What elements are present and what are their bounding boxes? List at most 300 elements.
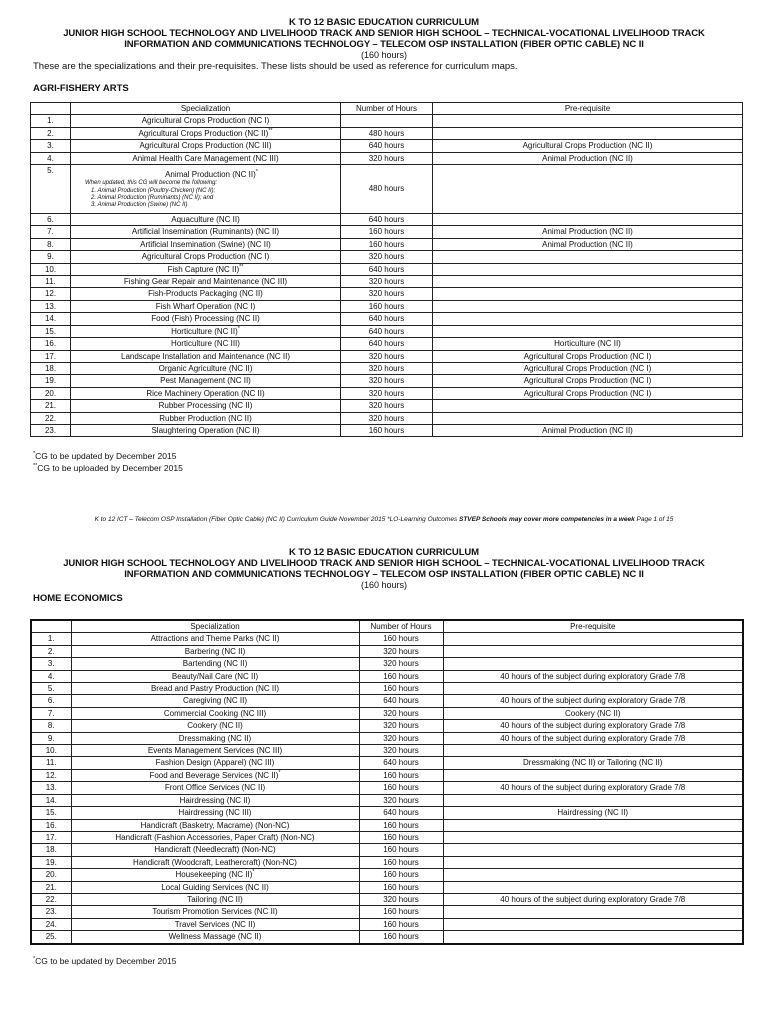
row-hours: 640 hours bbox=[341, 325, 433, 337]
spec-text: Tailoring (NC II) bbox=[187, 894, 243, 904]
row-number: 16. bbox=[31, 819, 71, 831]
home-table-body bbox=[31, 633, 743, 944]
table-row bbox=[31, 288, 743, 300]
spec-text: Travel Services (NC II) bbox=[174, 919, 256, 929]
row-hours: 320 hours bbox=[359, 745, 443, 757]
row-number: 2. bbox=[31, 645, 71, 657]
row-hours: 160 hours bbox=[341, 238, 433, 250]
row-specialization bbox=[71, 276, 341, 288]
row-specialization bbox=[71, 140, 341, 152]
row-specialization bbox=[71, 769, 359, 781]
row-prerequisite: Agricultural Crops Production (NC I) bbox=[433, 375, 743, 387]
row-specialization bbox=[71, 831, 359, 843]
row-number: 20. bbox=[31, 869, 71, 881]
row-number: 7. bbox=[31, 226, 71, 238]
row-hours: 160 hours bbox=[359, 844, 443, 856]
row-hours: 160 hours bbox=[359, 782, 443, 794]
table-row bbox=[31, 127, 743, 139]
row-hours: 160 hours bbox=[359, 633, 443, 645]
row-number: 25. bbox=[31, 931, 71, 944]
row-prerequisite: 40 hours of the subject during exploratory Grade 7/8 bbox=[443, 893, 743, 905]
page-2 bbox=[0, 530, 768, 966]
spec-text: Local Guiding Services (NC II) bbox=[161, 882, 269, 892]
spec-text: Fish Capture (NC II) bbox=[167, 264, 240, 274]
table-row bbox=[31, 313, 743, 325]
row-hours: 320 hours bbox=[341, 288, 433, 300]
table-row bbox=[31, 362, 743, 374]
table-row bbox=[31, 794, 743, 806]
spec-text: Slaughtering Operation (NC II) bbox=[151, 425, 260, 435]
spec-text: Tourism Promotion Services (NC II) bbox=[152, 907, 278, 917]
row-prerequisite: Agricultural Crops Production (NC I) bbox=[433, 387, 743, 399]
row-prerequisite bbox=[433, 300, 743, 312]
row-specialization bbox=[71, 906, 359, 918]
row-hours: 320 hours bbox=[359, 893, 443, 905]
row-number: 8. bbox=[31, 720, 71, 732]
row-specialization bbox=[71, 325, 341, 337]
spec-note-item: 2. Animal Production (Ruminants) (NC II); and bbox=[91, 194, 214, 201]
table-row bbox=[31, 695, 743, 707]
home-table bbox=[30, 619, 744, 945]
spec-text: Barbering (NC II) bbox=[184, 646, 246, 656]
spec-note: When updated, this CG will become the following: bbox=[85, 180, 218, 187]
table-row bbox=[31, 251, 743, 263]
spec-text: Handicraft (Basketry, Macrame) (Non-NC) bbox=[140, 820, 290, 830]
row-hours: 320 hours bbox=[341, 276, 433, 288]
row-specialization bbox=[71, 362, 341, 374]
section-title-agri: AGRI-FISHERY ARTS bbox=[33, 83, 129, 94]
row-specialization bbox=[71, 387, 341, 399]
row-specialization bbox=[71, 695, 359, 707]
row-hours: 160 hours bbox=[341, 300, 433, 312]
table-row bbox=[31, 400, 743, 412]
row-hours: 160 hours bbox=[359, 906, 443, 918]
table-row bbox=[31, 707, 743, 719]
footer-text: K to 12 ICT – Telecom OSP Installation (Fiber Optic Cable) (NC II) Curriculum Guide November 2015 *LO-Learning Outcomes bbox=[94, 516, 459, 523]
row-number: 17. bbox=[31, 350, 71, 362]
row-number: 3. bbox=[31, 140, 71, 152]
row-specialization bbox=[71, 214, 341, 226]
spec-text: Fashion Design (Apparel) (NC III) bbox=[155, 758, 275, 768]
row-prerequisite bbox=[433, 276, 743, 288]
row-number: 3. bbox=[31, 658, 71, 670]
row-number: 10. bbox=[31, 745, 71, 757]
spec-text: Artificial Insemination (Ruminants) (NC II) bbox=[131, 227, 280, 237]
row-hours: 320 hours bbox=[341, 387, 433, 399]
row-number: 7. bbox=[31, 707, 71, 719]
row-specialization bbox=[71, 165, 341, 214]
row-specialization bbox=[71, 313, 341, 325]
spec-text: Dressmaking (NC II) bbox=[178, 733, 252, 743]
page-footer bbox=[0, 516, 768, 523]
table-row bbox=[31, 412, 743, 424]
table-row bbox=[31, 645, 743, 657]
spec-text: Organic Agriculture (NC II) bbox=[158, 363, 253, 373]
spec-text: Handicraft (Needlecraft) (Non-NC) bbox=[154, 845, 276, 855]
row-number: 16. bbox=[31, 338, 71, 350]
spec-text: Landscape Installation and Maintenance (NC II) bbox=[121, 351, 290, 361]
spec-text: Housekeeping (NC II) bbox=[175, 870, 253, 880]
table-row bbox=[31, 300, 743, 312]
row-number: 10. bbox=[31, 263, 71, 275]
row-prerequisite bbox=[443, 844, 743, 856]
row-specialization bbox=[71, 931, 359, 944]
table-row bbox=[31, 831, 743, 843]
row-prerequisite: Animal Production (NC II) bbox=[433, 226, 743, 238]
spec-text: Agricultural Crops Production (NC II) bbox=[138, 128, 269, 138]
row-number: 4. bbox=[31, 670, 71, 682]
row-number: 14. bbox=[31, 313, 71, 325]
row-specialization bbox=[71, 893, 359, 905]
row-number: 22. bbox=[31, 412, 71, 424]
row-prerequisite: Horticulture (NC II) bbox=[433, 338, 743, 350]
spec-text: Fishing Gear Repair and Maintenance (NC III) bbox=[123, 277, 288, 287]
row-hours: 320 hours bbox=[359, 645, 443, 657]
row-specialization bbox=[71, 670, 359, 682]
row-number: 19. bbox=[31, 375, 71, 387]
row-hours: 320 hours bbox=[359, 720, 443, 732]
row-hours: 160 hours bbox=[359, 931, 443, 944]
row-specialization bbox=[71, 375, 341, 387]
home-footnote-1 bbox=[33, 956, 176, 967]
row-number: 18. bbox=[31, 844, 71, 856]
row-hours: 640 hours bbox=[341, 140, 433, 152]
table-row bbox=[31, 869, 743, 881]
row-prerequisite bbox=[443, 794, 743, 806]
table-row bbox=[31, 720, 743, 732]
agri-footnote-1 bbox=[33, 451, 176, 462]
row-specialization bbox=[71, 338, 341, 350]
row-specialization bbox=[71, 869, 359, 881]
row-number: 1. bbox=[31, 115, 71, 127]
row-prerequisite bbox=[443, 831, 743, 843]
row-specialization bbox=[71, 794, 359, 806]
row-prerequisite bbox=[443, 819, 743, 831]
row-prerequisite bbox=[443, 856, 743, 868]
footer-bold-note: STVEP Schools may cover more competencies in a week bbox=[459, 516, 635, 523]
row-prerequisite: 40 hours of the subject during exploratory Grade 7/8 bbox=[443, 670, 743, 682]
spec-text: Hairdressing (NC II) bbox=[179, 795, 251, 805]
header-hours: (160 hours) bbox=[360, 580, 408, 590]
spec-text: Horticulture (NC III) bbox=[171, 339, 240, 349]
row-hours: 320 hours bbox=[341, 400, 433, 412]
row-hours: 320 hours bbox=[341, 350, 433, 362]
spec-text: Handicraft (Woodcraft, Leathercraft) (Non-NC) bbox=[133, 857, 297, 867]
spec-superscript: * bbox=[278, 769, 281, 776]
row-prerequisite bbox=[443, 881, 743, 893]
table-row bbox=[31, 375, 743, 387]
table-row-expanded bbox=[31, 165, 743, 214]
row-prerequisite: Agricultural Crops Production (NC II) bbox=[433, 140, 743, 152]
row-specialization bbox=[71, 350, 341, 362]
row-prerequisite bbox=[433, 325, 743, 337]
row-specialization bbox=[71, 127, 341, 139]
spec-text: Rubber Processing (NC II) bbox=[158, 401, 253, 411]
row-specialization bbox=[71, 424, 341, 436]
spec-text-main: Animal Production (NC II) bbox=[165, 169, 256, 179]
row-number: 5. bbox=[31, 683, 71, 695]
table-row bbox=[31, 881, 743, 893]
table-row bbox=[31, 807, 743, 819]
row-hours: 160 hours bbox=[359, 819, 443, 831]
row-hours: 160 hours bbox=[359, 869, 443, 881]
row-prerequisite bbox=[433, 165, 743, 214]
table-row bbox=[31, 782, 743, 794]
row-hours: 320 hours bbox=[341, 251, 433, 263]
row-prerequisite bbox=[433, 251, 743, 263]
row-prerequisite: 40 hours of the subject during exploratory Grade 7/8 bbox=[443, 782, 743, 794]
row-prerequisite bbox=[443, 918, 743, 930]
row-prerequisite: 40 hours of the subject during exploratory Grade 7/8 bbox=[443, 695, 743, 707]
row-prerequisite: Cookery (NC II) bbox=[443, 707, 743, 719]
spec-text: Food (Fish) Processing (NC II) bbox=[151, 314, 260, 324]
row-prerequisite bbox=[443, 683, 743, 695]
row-number: 11. bbox=[31, 276, 71, 288]
row-specialization bbox=[71, 400, 341, 412]
row-number: 12. bbox=[31, 769, 71, 781]
spec-note-item: 3. Animal Production (Swine) (NC II) bbox=[91, 201, 188, 208]
spec-text: Aquaculture (NC II) bbox=[171, 215, 240, 225]
col-header-spec: Specialization bbox=[71, 620, 359, 633]
row-specialization bbox=[71, 782, 359, 794]
row-specialization bbox=[71, 707, 359, 719]
row-prerequisite bbox=[443, 633, 743, 645]
row-specialization bbox=[71, 300, 341, 312]
row-number: 13. bbox=[31, 782, 71, 794]
row-hours: 160 hours bbox=[359, 831, 443, 843]
row-prerequisite bbox=[443, 931, 743, 944]
row-number: 15. bbox=[31, 325, 71, 337]
table-row bbox=[31, 769, 743, 781]
spec-text: Animal Health Care Management (NC III) bbox=[132, 153, 279, 163]
footnote-mark: * bbox=[33, 956, 36, 962]
row-hours: 160 hours bbox=[359, 918, 443, 930]
row-hours: 320 hours bbox=[359, 732, 443, 744]
row-hours: 640 hours bbox=[341, 313, 433, 325]
footnote-text: CG to be uploaded by December 2015 bbox=[37, 463, 183, 473]
row-number: 19. bbox=[31, 856, 71, 868]
spec-text: Wellness Massage (NC II) bbox=[168, 932, 262, 942]
row-number: 6. bbox=[31, 214, 71, 226]
row-prerequisite bbox=[433, 400, 743, 412]
row-number: 22. bbox=[31, 893, 71, 905]
row-specialization bbox=[71, 757, 359, 769]
table-row bbox=[31, 140, 743, 152]
spec-superscript: * bbox=[255, 168, 258, 175]
col-header-prereq: Pre-requisite bbox=[433, 103, 743, 115]
table-row bbox=[31, 115, 743, 127]
row-number: 12. bbox=[31, 288, 71, 300]
spec-superscript: * bbox=[237, 325, 240, 332]
table-row bbox=[31, 350, 743, 362]
table-row bbox=[31, 338, 743, 350]
spec-superscript: ** bbox=[268, 127, 273, 134]
row-specialization bbox=[71, 918, 359, 930]
row-specialization bbox=[71, 819, 359, 831]
header-line-2: JUNIOR HIGH SCHOOL TECHNOLOGY AND LIVELIHOOD TRACK AND SENIOR HIGH SCHOOL – TECHNICAL-VOCATIONAL LIVELIHOOD TRACK bbox=[63, 558, 705, 569]
row-number: 11. bbox=[31, 757, 71, 769]
table-header-row bbox=[31, 620, 743, 633]
section-title-home: HOME ECONOMICS bbox=[33, 593, 123, 604]
row-prerequisite: 40 hours of the subject during exploratory Grade 7/8 bbox=[443, 732, 743, 744]
row-number: 15. bbox=[31, 807, 71, 819]
spec-text: Bartending (NC II) bbox=[182, 659, 248, 669]
table-row bbox=[31, 238, 743, 250]
spec-text: Handicraft (Fashion Accessories, Paper Craft) (Non-NC) bbox=[115, 832, 315, 842]
spec-text: Agricultural Crops Production (NC I) bbox=[141, 116, 270, 126]
table-row bbox=[31, 683, 743, 695]
row-number: 18. bbox=[31, 362, 71, 374]
spec-text: Pest Management (NC II) bbox=[160, 376, 251, 386]
row-hours: 160 hours bbox=[359, 670, 443, 682]
row-prerequisite bbox=[433, 412, 743, 424]
row-specialization bbox=[71, 288, 341, 300]
row-prerequisite: Animal Production (NC II) bbox=[433, 238, 743, 250]
row-hours: 640 hours bbox=[341, 214, 433, 226]
row-prerequisite bbox=[443, 645, 743, 657]
table-row bbox=[31, 633, 743, 645]
row-number: 21. bbox=[31, 881, 71, 893]
row-number: 14. bbox=[31, 794, 71, 806]
row-specialization bbox=[71, 263, 341, 275]
row-number: 13. bbox=[31, 300, 71, 312]
table-row bbox=[31, 658, 743, 670]
table-row bbox=[31, 844, 743, 856]
table-row bbox=[31, 931, 743, 944]
row-prerequisite: Dressmaking (NC II) or Tailoring (NC II) bbox=[443, 757, 743, 769]
agri-footnote-2 bbox=[33, 463, 183, 474]
table-row bbox=[31, 819, 743, 831]
col-header-prereq: Pre-requisite bbox=[443, 620, 743, 633]
spec-text: Attractions and Theme Parks (NC II) bbox=[150, 634, 280, 644]
spec-text: Fish Wharf Operation (NC I) bbox=[155, 301, 256, 311]
table-row bbox=[31, 670, 743, 682]
row-hours: 640 hours bbox=[359, 695, 443, 707]
header-hours: (160 hours) bbox=[360, 50, 408, 60]
table-row bbox=[31, 387, 743, 399]
row-prerequisite: Animal Production (NC II) bbox=[433, 152, 743, 164]
table-row bbox=[31, 152, 743, 164]
row-specialization bbox=[71, 115, 341, 127]
row-hours: 320 hours bbox=[341, 152, 433, 164]
row-hours: 480 hours bbox=[341, 165, 433, 214]
col-header-hours: Number of Hours bbox=[359, 620, 443, 633]
spec-text: Fish-Products Packaging (NC II) bbox=[148, 289, 263, 299]
row-specialization bbox=[71, 683, 359, 695]
spec-superscript: ** bbox=[239, 263, 244, 270]
spec-text: Front Office Services (NC II) bbox=[164, 783, 266, 793]
row-specialization bbox=[71, 633, 359, 645]
spec-text: Hairdressing (NC III) bbox=[178, 808, 252, 818]
footnote-text: CG to be updated by December 2015 bbox=[35, 956, 177, 966]
row-prerequisite bbox=[443, 745, 743, 757]
row-number: 21. bbox=[31, 400, 71, 412]
row-number: 9. bbox=[31, 251, 71, 263]
table-row bbox=[31, 276, 743, 288]
row-prerequisite bbox=[433, 313, 743, 325]
row-hours: 320 hours bbox=[341, 362, 433, 374]
row-hours: 160 hours bbox=[359, 769, 443, 781]
spec-text: Artificial Insemination (Swine) (NC II) bbox=[140, 239, 271, 249]
row-hours: 480 hours bbox=[341, 127, 433, 139]
table-row bbox=[31, 325, 743, 337]
spec-text: Beauty/Nail Care (NC II) bbox=[171, 671, 259, 681]
row-hours: 160 hours bbox=[359, 856, 443, 868]
row-prerequisite bbox=[433, 263, 743, 275]
table-row bbox=[31, 226, 743, 238]
row-specialization bbox=[71, 732, 359, 744]
row-prerequisite bbox=[443, 906, 743, 918]
row-hours: 320 hours bbox=[359, 658, 443, 670]
row-prerequisite bbox=[443, 658, 743, 670]
table-row bbox=[31, 745, 743, 757]
spec-text: Caregiving (NC II) bbox=[182, 696, 247, 706]
row-specialization bbox=[71, 807, 359, 819]
footer-page: Page 1 of 15 bbox=[634, 516, 674, 523]
row-prerequisite: 40 hours of the subject during exploratory Grade 7/8 bbox=[443, 720, 743, 732]
footnote-mark: ** bbox=[33, 463, 38, 469]
col-header-hours: Number of Hours bbox=[341, 103, 433, 115]
header-line-1: K TO 12 BASIC EDUCATION CURRICULUM bbox=[289, 547, 479, 558]
spec-text: Rice Machinery Operation (NC II) bbox=[146, 388, 265, 398]
spec-text: Events Management Services (NC III) bbox=[147, 746, 283, 756]
table-row bbox=[31, 263, 743, 275]
table-row bbox=[31, 424, 743, 436]
row-prerequisite: Agricultural Crops Production (NC I) bbox=[433, 362, 743, 374]
row-number: 2. bbox=[31, 127, 71, 139]
row-prerequisite bbox=[433, 127, 743, 139]
table-row bbox=[31, 906, 743, 918]
row-specialization bbox=[71, 658, 359, 670]
header-line-2: JUNIOR HIGH SCHOOL TECHNOLOGY AND LIVELIHOOD TRACK AND SENIOR HIGH SCHOOL – TECHNICAL-VOCATIONAL LIVELIHOOD TRACK bbox=[63, 28, 705, 39]
intro-text: These are the specializations and their pre-requisites. These lists should be used as reference for curriculum maps. bbox=[33, 61, 518, 72]
row-hours: 320 hours bbox=[359, 707, 443, 719]
table-row bbox=[31, 757, 743, 769]
row-number: 6. bbox=[31, 695, 71, 707]
row-number: 9. bbox=[31, 732, 71, 744]
header-line-3: INFORMATION AND COMMUNICATIONS TECHNOLOGY – TELECOM OSP INSTALLATION (FIBER OPTIC CABLE) NC II bbox=[124, 569, 644, 580]
row-number: 20. bbox=[31, 387, 71, 399]
spec-text: Agricultural Crops Production (NC I) bbox=[141, 252, 270, 262]
row-specialization bbox=[71, 251, 341, 263]
row-hours: 160 hours bbox=[359, 881, 443, 893]
row-specialization bbox=[71, 645, 359, 657]
row-number: 1. bbox=[31, 633, 71, 645]
row-hours: 320 hours bbox=[341, 375, 433, 387]
row-hours: 160 hours bbox=[359, 683, 443, 695]
spec-text: Agricultural Crops Production (NC III) bbox=[139, 141, 272, 151]
spec-text: Bread and Pastry Production (NC II) bbox=[150, 684, 280, 694]
row-specialization bbox=[71, 238, 341, 250]
row-number: 24. bbox=[31, 918, 71, 930]
row-hours: 160 hours bbox=[341, 424, 433, 436]
row-specialization bbox=[71, 844, 359, 856]
header-line-1: K TO 12 BASIC EDUCATION CURRICULUM bbox=[289, 17, 479, 28]
row-hours: 640 hours bbox=[341, 338, 433, 350]
table-row bbox=[31, 918, 743, 930]
header-line-3: INFORMATION AND COMMUNICATIONS TECHNOLOGY – TELECOM OSP INSTALLATION (FIBER OPTIC CABLE) NC II bbox=[124, 39, 644, 50]
row-prerequisite: Hairdressing (NC II) bbox=[443, 807, 743, 819]
row-hours: 320 hours bbox=[341, 412, 433, 424]
footnote-text: CG to be updated by December 2015 bbox=[35, 451, 177, 461]
agri-table-body bbox=[31, 115, 743, 437]
footnote-mark: * bbox=[33, 451, 36, 457]
col-header-number bbox=[31, 620, 71, 633]
spec-text: Cookery (NC II) bbox=[187, 721, 243, 731]
row-hours: 160 hours bbox=[341, 226, 433, 238]
row-prerequisite bbox=[433, 214, 743, 226]
row-hours: 640 hours bbox=[341, 263, 433, 275]
